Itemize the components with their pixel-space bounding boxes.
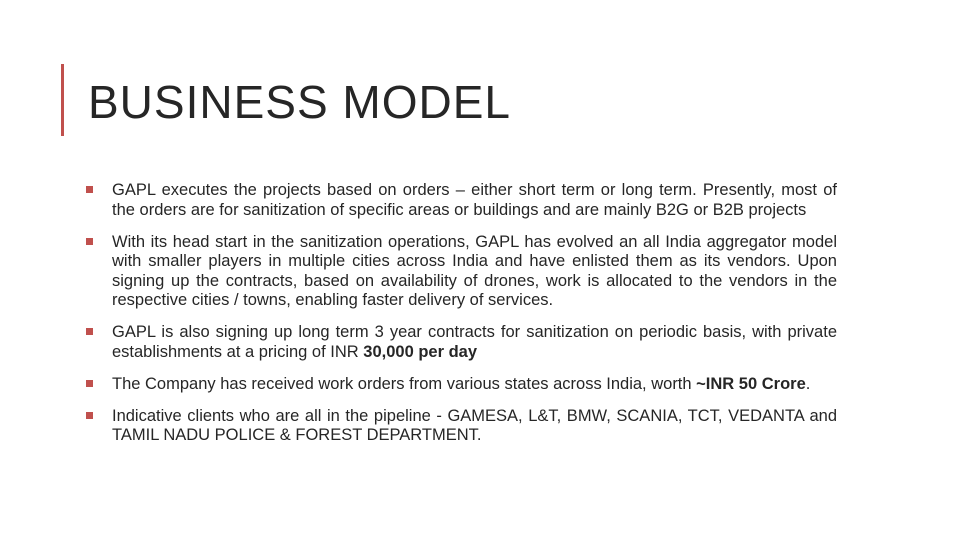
bullet-text: GAPL executes the projects based on orders – either short term or long term. Presently, most of the orders are for sanitization of specific areas or buildings and are mainly B2G or B2B projects (112, 181, 837, 219)
bullet-text: With its head start in the sanitization operations, GAPL has evolved an all India aggregator model with smaller players in multiple cities across India and have enlisted them as its vendors. Upon signing up the contracts, based on availability of drones, work is allocated to the vendors in the respective cities / towns, enabling faster delivery of services. (112, 232, 837, 309)
square-bullet-icon (86, 238, 93, 245)
bullet-text: The Company has received work orders from various states across India, worth (112, 374, 697, 393)
bullet-item (86, 233, 837, 311)
square-bullet-icon (86, 412, 93, 419)
bullet-item (86, 181, 837, 220)
slide-title: BUSINESS MODEL (88, 76, 511, 128)
bullet-item (86, 323, 837, 362)
bullet-bold-text: ~INR 50 Crore (696, 374, 806, 393)
bullet-list (86, 181, 837, 458)
square-bullet-icon (86, 328, 93, 335)
title-accent-bar (61, 64, 64, 136)
bullet-text-end: . (805, 374, 811, 393)
bullet-item (86, 407, 837, 446)
square-bullet-icon (86, 186, 93, 193)
bullet-bold-text: 30,000 per day (363, 342, 478, 361)
square-bullet-icon (86, 380, 93, 387)
bullet-text: GAPL is also signing up long term 3 year contracts for sanitization on periodic basis, with private establishments at a pricing of INR (112, 323, 837, 361)
bullet-text: Indicative clients who are all in the pipeline - GAMESA, L&T, BMW, SCANIA, TCT, VEDANTA and TAMIL NADU POLICE & FOREST DEPARTMENT. (112, 406, 837, 444)
bullet-item (86, 375, 837, 395)
